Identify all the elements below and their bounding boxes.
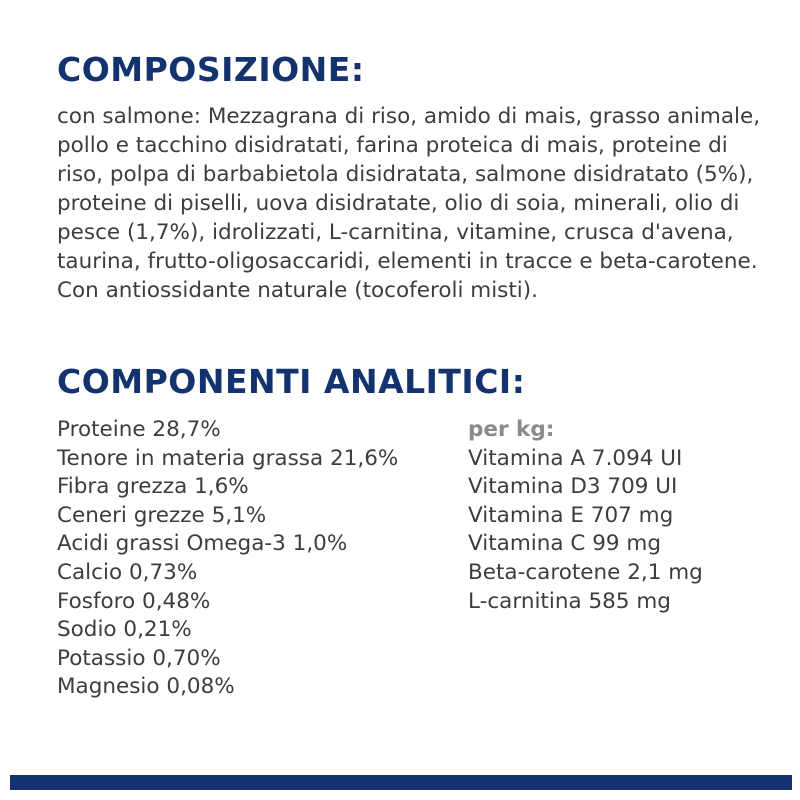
composition-heading: COMPOSIZIONE: [57,50,365,89]
per-kg-values-list [468,416,703,616]
list-item: Sodio 0,21% [57,617,192,643]
list-item: Vitamina D3 709 UI [468,474,678,500]
composition-text: con salmone: Mezzagrana di riso, amido di mais, grasso animale, pollo e tacchino disidratati, farina proteica di mais, proteine di riso, polpa di barbabietola disidratata, salmone disidratato (5%), proteine di piselli, uova disidratate, olio di soia, minerali, olio di pesce (1,7%), idrolizzati, L-carnitina, vitamine, crusca d'avena, taurina, frutto-oligosaccaridi, elementi in tracce e beta-carotene. Con antiossidante naturale (tocoferoli misti). [57,104,761,303]
list-item: Vitamina A 7.094 UI [468,445,683,471]
analytical-values-list [57,416,398,702]
per-kg-header: per kg: [468,417,555,442]
list-item: Vitamina C 99 mg [468,531,661,557]
list-item: Beta-carotene 2,1 mg [468,559,703,585]
bottom-accent-bar [10,775,792,790]
list-item: Calcio 0,73% [57,559,198,585]
list-item: Acidi grassi Omega-3 1,0% [57,531,348,557]
list-item: Fosforo 0,48% [57,588,211,614]
list-item: Tenore in materia grassa 21,6% [57,445,399,471]
list-item: L-carnitina 585 mg [468,588,671,614]
analytical-components-heading: COMPONENTI ANALITICI: [57,362,526,401]
list-item: Vitamina E 707 mg [468,502,674,528]
list-item: Potassio 0,70% [57,645,221,671]
list-item: Magnesio 0,08% [57,674,235,700]
list-item: Proteine 28,7% [57,417,221,442]
list-item: Fibra grezza 1,6% [57,474,249,500]
list-item: Ceneri grezze 5,1% [57,502,267,528]
